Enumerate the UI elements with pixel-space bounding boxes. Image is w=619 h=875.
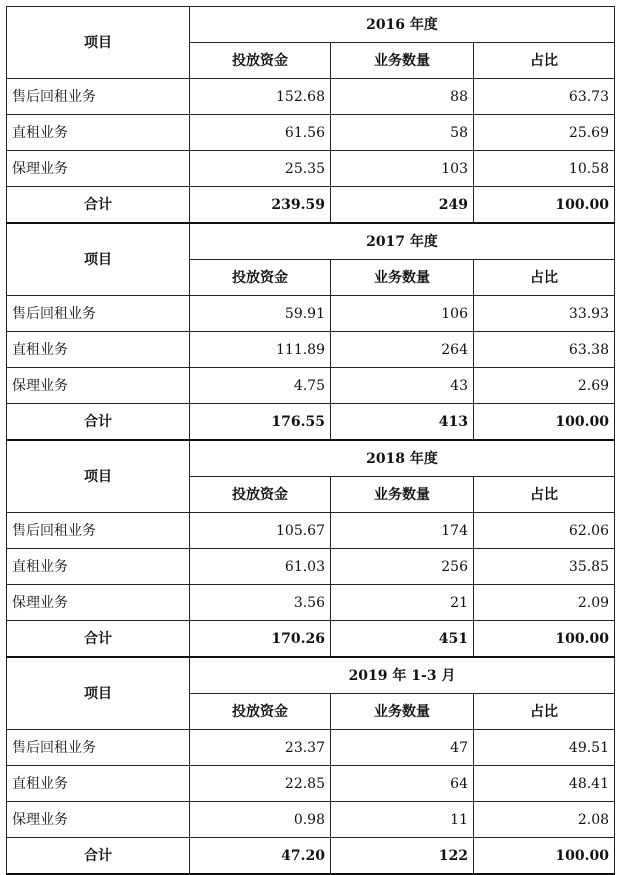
- total-label: 合计: [7, 404, 190, 441]
- row-funds-value: 3.56: [190, 585, 331, 621]
- funds-column-header: 投放资金: [190, 43, 331, 79]
- period-header: 2019 年 1-3 月: [190, 657, 615, 694]
- row-funds-value: 0.98: [190, 802, 331, 838]
- row-item-name: 售后回租业务: [7, 730, 190, 766]
- row-item-name: 直租业务: [7, 766, 190, 802]
- row-funds-value: 4.75: [190, 368, 331, 404]
- row-count-value: 103: [331, 151, 474, 187]
- total-count-value: 249: [331, 187, 474, 224]
- table-row: [7, 368, 615, 404]
- row-count-value: 47: [331, 730, 474, 766]
- row-funds-value: 111.89: [190, 332, 331, 368]
- count-column-header: 业务数量: [331, 260, 474, 296]
- funds-column-header: 投放资金: [190, 694, 331, 730]
- row-item-name: 售后回租业务: [7, 296, 190, 332]
- total-ratio-value: 100.00: [474, 838, 615, 875]
- table-body: [7, 7, 615, 875]
- period-header: 2018 年度: [190, 440, 615, 477]
- item-column-header: 项目: [7, 7, 190, 79]
- row-funds-value: 61.03: [190, 549, 331, 585]
- row-ratio-value: 33.93: [474, 296, 615, 332]
- row-item-name: 保理业务: [7, 585, 190, 621]
- row-count-value: 174: [331, 513, 474, 549]
- total-label: 合计: [7, 621, 190, 658]
- row-count-value: 21: [331, 585, 474, 621]
- table-row: [7, 549, 615, 585]
- table-row: [7, 296, 615, 332]
- table-row: [7, 730, 615, 766]
- total-funds-value: 170.26: [190, 621, 331, 658]
- row-count-value: 11: [331, 802, 474, 838]
- row-ratio-value: 48.41: [474, 766, 615, 802]
- total-row: [7, 404, 615, 441]
- ratio-column-header: 占比: [474, 477, 615, 513]
- period-header: 2017 年度: [190, 223, 615, 260]
- total-funds-value: 47.20: [190, 838, 331, 875]
- row-ratio-value: 62.06: [474, 513, 615, 549]
- total-row: [7, 187, 615, 224]
- total-ratio-value: 100.00: [474, 621, 615, 658]
- section-period-row: [7, 223, 615, 260]
- table-row: [7, 585, 615, 621]
- row-ratio-value: 10.58: [474, 151, 615, 187]
- row-count-value: 264: [331, 332, 474, 368]
- row-count-value: 58: [331, 115, 474, 151]
- table-row: [7, 151, 615, 187]
- ratio-column-header: 占比: [474, 694, 615, 730]
- row-funds-value: 61.56: [190, 115, 331, 151]
- count-column-header: 业务数量: [331, 694, 474, 730]
- row-item-name: 保理业务: [7, 802, 190, 838]
- total-label: 合计: [7, 838, 190, 875]
- row-count-value: 64: [331, 766, 474, 802]
- item-column-header: 项目: [7, 657, 190, 730]
- row-ratio-value: 2.09: [474, 585, 615, 621]
- table-row: [7, 332, 615, 368]
- row-ratio-value: 35.85: [474, 549, 615, 585]
- count-column-header: 业务数量: [331, 477, 474, 513]
- total-count-value: 122: [331, 838, 474, 875]
- row-funds-value: 23.37: [190, 730, 331, 766]
- total-funds-value: 176.55: [190, 404, 331, 441]
- row-ratio-value: 49.51: [474, 730, 615, 766]
- row-funds-value: 22.85: [190, 766, 331, 802]
- row-item-name: 直租业务: [7, 115, 190, 151]
- total-label: 合计: [7, 187, 190, 224]
- row-item-name: 售后回租业务: [7, 513, 190, 549]
- total-funds-value: 239.59: [190, 187, 331, 224]
- row-ratio-value: 63.73: [474, 79, 615, 115]
- total-row: [7, 838, 615, 875]
- row-count-value: 88: [331, 79, 474, 115]
- section-period-row: [7, 7, 615, 43]
- table-row: [7, 115, 615, 151]
- row-item-name: 直租业务: [7, 549, 190, 585]
- row-item-name: 保理业务: [7, 368, 190, 404]
- total-count-value: 413: [331, 404, 474, 441]
- funds-column-header: 投放资金: [190, 477, 331, 513]
- row-count-value: 106: [331, 296, 474, 332]
- row-ratio-value: 63.38: [474, 332, 615, 368]
- table-row: [7, 513, 615, 549]
- row-ratio-value: 25.69: [474, 115, 615, 151]
- row-item-name: 售后回租业务: [7, 79, 190, 115]
- row-funds-value: 105.67: [190, 513, 331, 549]
- item-column-header: 项目: [7, 223, 190, 296]
- row-ratio-value: 2.69: [474, 368, 615, 404]
- ratio-column-header: 占比: [474, 260, 615, 296]
- row-count-value: 256: [331, 549, 474, 585]
- section-period-row: [7, 440, 615, 477]
- row-count-value: 43: [331, 368, 474, 404]
- business-volume-table: [6, 6, 615, 875]
- total-count-value: 451: [331, 621, 474, 658]
- table-row: [7, 802, 615, 838]
- row-item-name: 保理业务: [7, 151, 190, 187]
- table-row: [7, 766, 615, 802]
- total-ratio-value: 100.00: [474, 187, 615, 224]
- item-column-header: 项目: [7, 440, 190, 513]
- total-row: [7, 621, 615, 658]
- funds-column-header: 投放资金: [190, 260, 331, 296]
- row-item-name: 直租业务: [7, 332, 190, 368]
- ratio-column-header: 占比: [474, 43, 615, 79]
- row-funds-value: 152.68: [190, 79, 331, 115]
- row-funds-value: 25.35: [190, 151, 331, 187]
- period-header: 2016 年度: [190, 7, 615, 43]
- total-ratio-value: 100.00: [474, 404, 615, 441]
- table-row: [7, 79, 615, 115]
- section-period-row: [7, 657, 615, 694]
- row-funds-value: 59.91: [190, 296, 331, 332]
- count-column-header: 业务数量: [331, 43, 474, 79]
- row-ratio-value: 2.08: [474, 802, 615, 838]
